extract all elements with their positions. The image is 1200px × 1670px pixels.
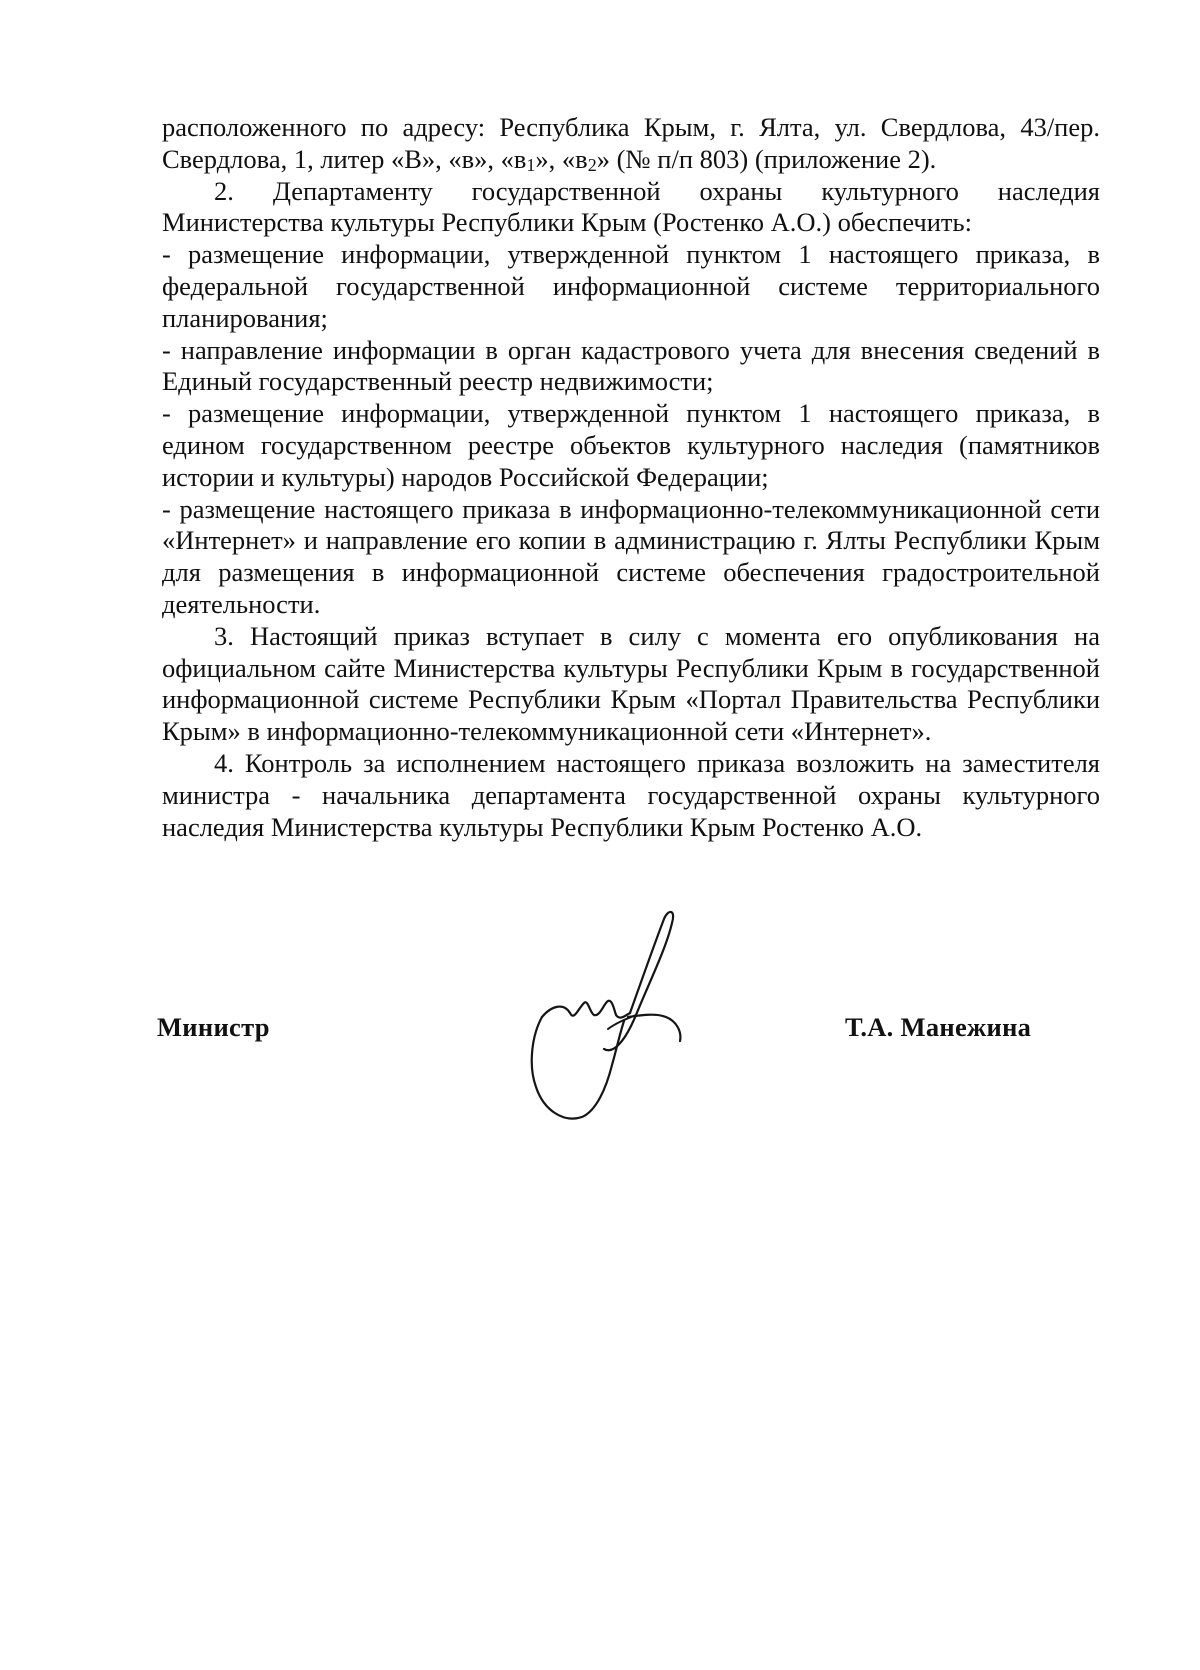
list-item-4: - размещение настоящего приказа в информационно-телекоммуникационной сети «Интернет» и направление его копии в администрацию г. Ялты Республики Крым для размещения в информационной системе обеспечения градостроительной деятельности. [162,493,1100,619]
list-item-1: - размещение информации, утвержденной пунктом 1 настоящего приказа, в федеральной государственной информационной системе территориального планирования; [162,239,1100,333]
signatory-name: Т.А. Манежина [845,1012,1032,1042]
list-item-3: - размещение информации, утвержденной пунктом 1 настоящего приказа, в едином государственном реестре объектов культурного наследия (памятников истории и культуры) народов Российской Федерации; [162,398,1100,492]
list-item-2: - направление информации в орган кадастрового учета для внесения сведений в Единый государственный реестр недвижимости; [162,334,1100,397]
paragraph-4: 4. Контроль за исполнением настоящего приказа возложить на заместителя министра - начальника департамента государственной охраны культурного наследия Министерства культуры Республики Крым Ростенко А.О. [162,747,1100,842]
handwritten-signature [530,905,730,1145]
signatory-title: Министр [157,1012,270,1042]
subscript-1: 1 [526,155,536,176]
paragraph-2: 2. Департаменту государственной охраны культурного наследия Министерства культуры Республики Крым (Ростенко А.О.) обеспечить: [162,175,1100,238]
address-text-mid: », «в [535,143,588,174]
address-text-end: » (№ п/п 803) (приложение 2). [596,143,937,174]
address-text: расположенного по адресу: Республика Крым, г. Ялта, ул. Свердлова, 43/пер. Свердлова, 1, литер «В», «в», «в [162,112,1100,174]
subscript-2: 2 [587,155,597,176]
paragraph-3: 3. Настоящий приказ вступает в силу с момента его опубликования на официальном сайте Министерства культуры Республики Крым в государственной информационной системе Республики Крым «Портал Правительства Республики Крым» в информационно-телекоммуникационной сети «Интернет». [162,620,1100,747]
